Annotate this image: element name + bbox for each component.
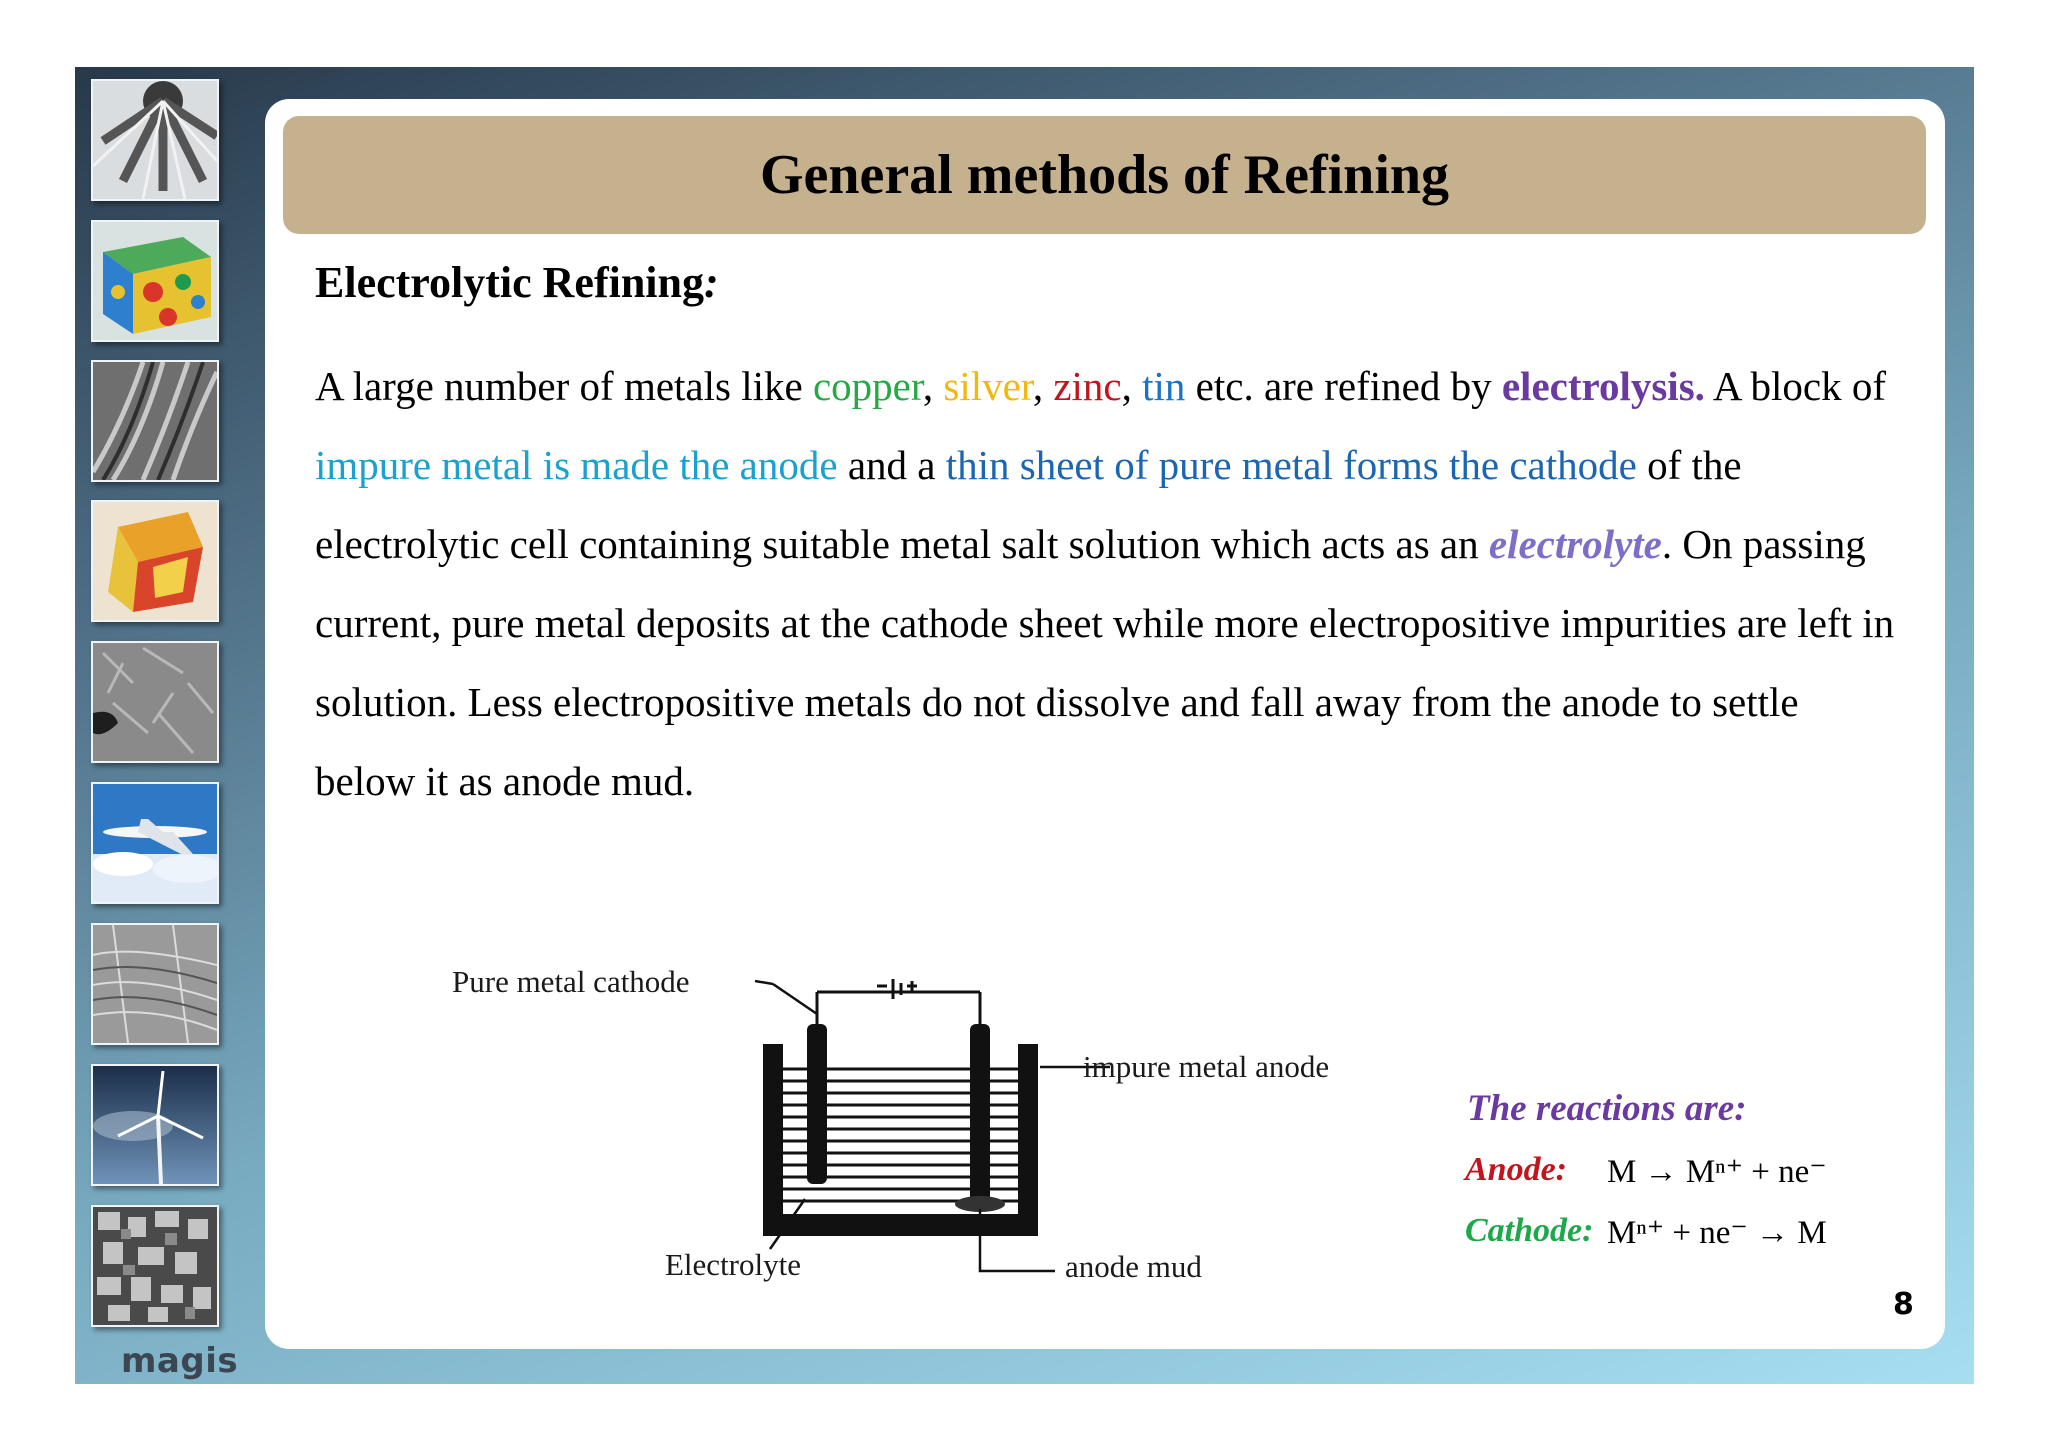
cathode-equation: Mⁿ⁺ + ne⁻ → M (1607, 1215, 1827, 1251)
wind-turbine-image (91, 1064, 219, 1186)
anode-mud (955, 1196, 1005, 1212)
label-leaders (755, 981, 1110, 1271)
body-paragraph (315, 347, 1895, 821)
grain-micrograph-image (91, 1205, 219, 1327)
term-copper: copper (812, 363, 923, 409)
reactions-title: The reactions are: (1467, 1088, 1747, 1129)
title-bar (283, 116, 1926, 234)
battery-icon (877, 979, 917, 999)
section-heading (315, 257, 719, 308)
cathode-electrode (807, 1024, 827, 1184)
fracture-surface-image (91, 923, 219, 1045)
section-heading-colon: : (704, 258, 719, 307)
label-impure-metal-anode: impure metal anode (1083, 1049, 1330, 1084)
deformed-cube-image (91, 500, 219, 622)
turbine-image (91, 79, 219, 201)
page-title: General methods of Refining (759, 144, 1450, 206)
anode-label: Anode: (1465, 1151, 1567, 1188)
label-electrolyte: Electrolyte (665, 1247, 801, 1282)
term-impure-anode: impure metal is made the anode (315, 442, 838, 488)
label-pure-metal-cathode: Pure metal cathode (452, 964, 690, 999)
anode-equation: M → Mⁿ⁺ + ne⁻ (1607, 1154, 1827, 1190)
paragraph-text: and a (837, 442, 946, 488)
paragraph-text: etc. are refined by (1185, 363, 1502, 409)
electrolyte-solution (783, 1069, 1018, 1201)
cell-tank (763, 1044, 1038, 1236)
airplane-image (91, 782, 219, 904)
paragraph-text: of the electrolytic cell containing suitable metal salt solution which acts as an (315, 442, 1742, 567)
brand-logo: magis (121, 1341, 239, 1381)
term-silver: silver (943, 363, 1033, 409)
term-zinc: zinc (1053, 363, 1122, 409)
paragraph-text: A block of (1704, 363, 1886, 409)
heatmap-block-image (91, 220, 219, 342)
page-number: 8 (1893, 1287, 1914, 1322)
cathode-label: Cathode: (1465, 1212, 1594, 1249)
paragraph-text: , (1121, 363, 1143, 409)
sidebar (91, 79, 239, 1381)
term-tin: tin (1142, 363, 1186, 409)
label-anode-mud: anode mud (1065, 1249, 1202, 1284)
slide-frame (75, 67, 1974, 1384)
paragraph-text: , (1032, 363, 1054, 409)
section-heading-text: Electrolytic Refining (315, 258, 704, 307)
paragraph-text: , (922, 363, 944, 409)
term-electrolyte: electrolyte (1488, 521, 1662, 567)
lamellar-micrograph-image (91, 641, 219, 763)
battery-circuit (817, 992, 980, 1024)
anode-electrode (970, 1024, 990, 1209)
fibrous-micrograph-image (91, 360, 219, 482)
paragraph-text: . On passing current, pure metal deposits at the cathode sheet while more electropositive impurities are left in solution. Less electropositive metals do not dissolve and fall away from the anode to settle below it as anode mud. (315, 521, 1895, 804)
term-electrolysis: electrolysis. (1501, 363, 1705, 409)
paragraph-text: A large number of metals like (315, 363, 813, 409)
term-pure-cathode: thin sheet of pure metal forms the cathode (945, 442, 1637, 488)
content-panel (265, 99, 1945, 1349)
